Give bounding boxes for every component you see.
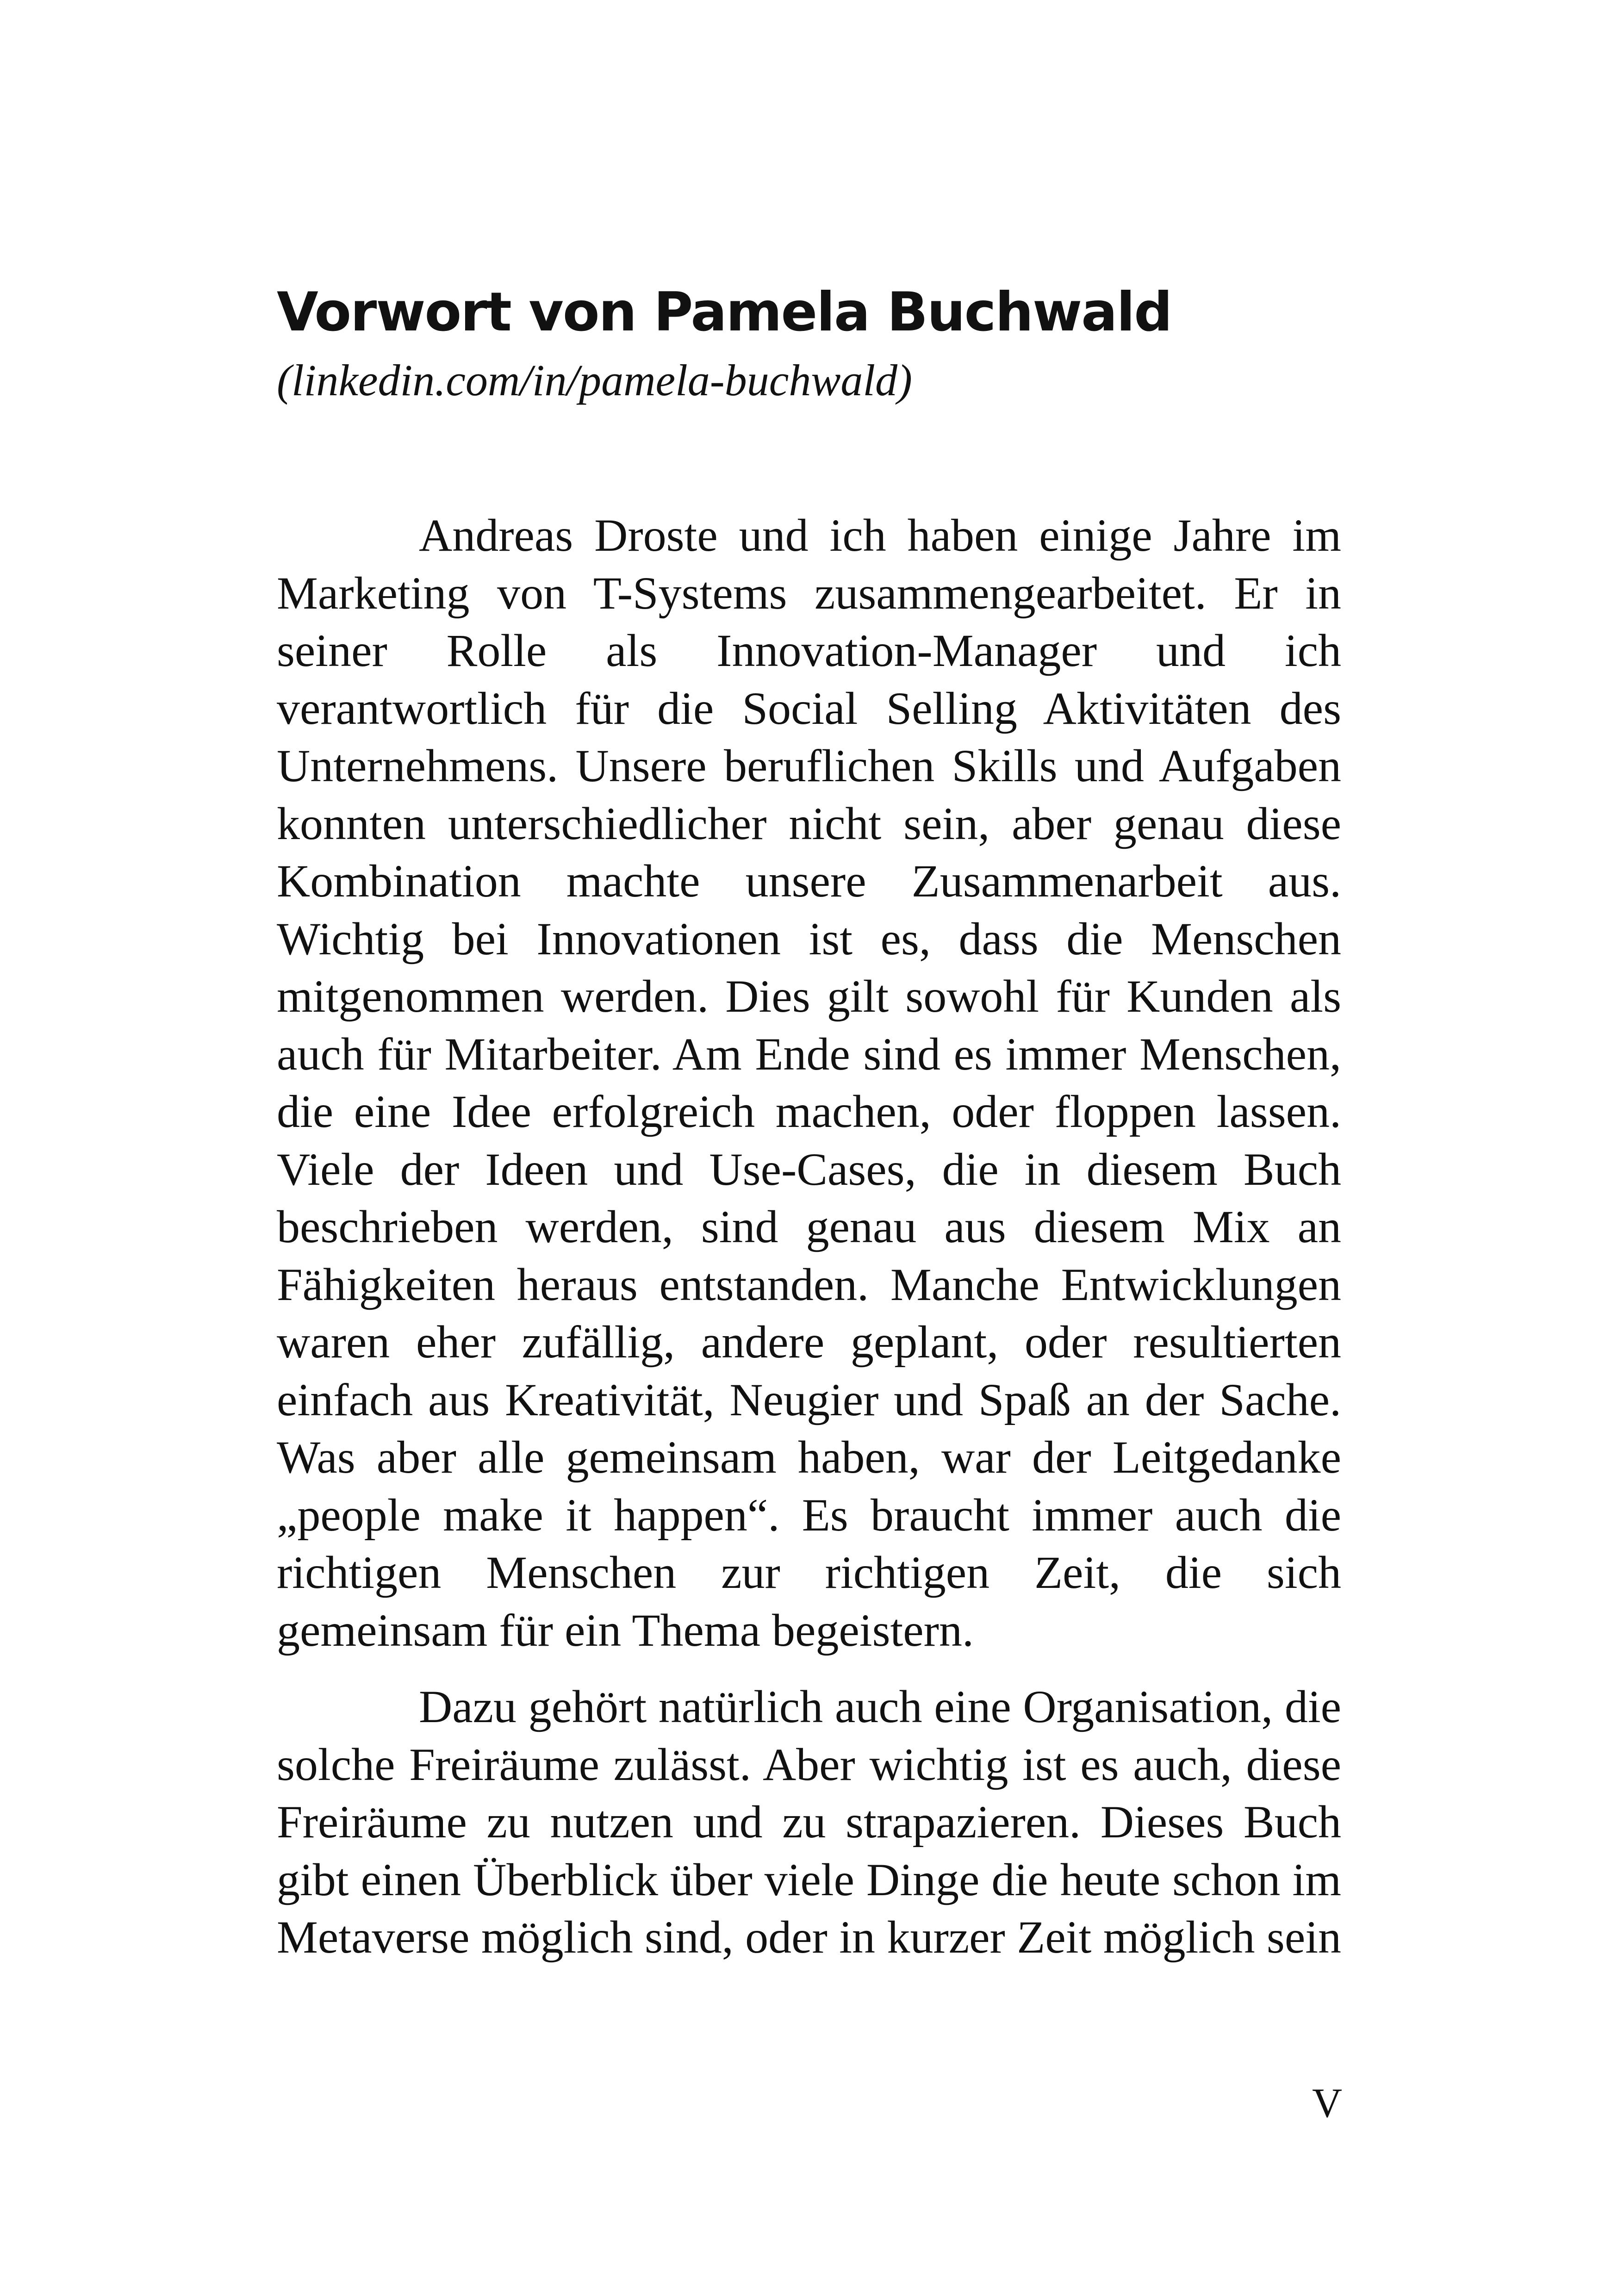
text-line: Fähigkeiten heraus entstanden. Manche Entwicklungen xyxy=(277,1258,1341,1310)
text-line: waren eher zufällig, andere geplant, oder resultierten xyxy=(277,1316,1341,1368)
page-number: V xyxy=(1312,2080,1342,2126)
text-line: solche Freiräume zulässt. Aber wichtig ist es auch, diese xyxy=(277,1738,1341,1790)
text-line: Kombination machte unsere Zusammenarbeit aus. xyxy=(277,855,1341,907)
text-line: Marketing von T-Systems zusammengearbeitet. Er in xyxy=(277,567,1341,619)
paragraph-1 xyxy=(277,507,1341,1659)
text-line: beschrieben werden, sind genau aus diesem Mix an xyxy=(277,1201,1341,1252)
text-line: Metaverse möglich sind, oder in kurzer Zeit möglich sein xyxy=(277,1911,1341,1963)
linkedin-reference: (linkedin.com/in/pamela-buchwald) xyxy=(277,355,913,405)
text-line: Andreas Droste und ich haben einige Jahre im xyxy=(419,510,1341,561)
text-line: Was aber alle gemeinsam haben, war der Leitgedanke xyxy=(277,1431,1341,1483)
text-line: Wichtig bei Innovationen ist es, dass die Menschen xyxy=(277,913,1341,964)
text-line: seiner Rolle als Innovation-Manager und ich xyxy=(277,625,1341,676)
text-line: die eine Idee erfolgreich machen, oder floppen lassen. xyxy=(277,1086,1341,1137)
text-line: verantwortlich für die Social Selling Aktivitäten des xyxy=(277,682,1341,734)
text-line: Unternehmens. Unsere beruflichen Skills und Aufgaben xyxy=(277,740,1341,791)
text-line: „people make it happen“. Es braucht immer auch die xyxy=(277,1489,1341,1541)
text-line: auch für Mitarbeiter. Am Ende sind es immer Menschen, xyxy=(277,1028,1341,1080)
text-line: Freiräume zu nutzen und zu strapazieren. Dieses Buch xyxy=(277,1796,1341,1848)
text-line: konnten unterschiedlicher nicht sein, aber genau diese xyxy=(277,797,1341,849)
text-line: gemeinsam für ein Thema begeistern. xyxy=(277,1604,974,1656)
text-line: Viele der Ideen und Use-Cases, die in diesem Buch xyxy=(277,1143,1341,1195)
text-line: gibt einen Überblick über viele Dinge die heute schon im xyxy=(277,1854,1341,1905)
paragraph-2 xyxy=(277,1678,1341,1966)
chapter-heading: Vorwort von Pamela Buchwald xyxy=(277,281,1172,343)
text-line: einfach aus Kreativität, Neugier und Spaß an der Sache. xyxy=(277,1374,1341,1425)
text-line: richtigen Menschen zur richtigen Zeit, die sich xyxy=(277,1547,1341,1598)
text-line: Dazu gehört natürlich auch eine Organisation, die xyxy=(419,1681,1341,1732)
text-line: mitgenommen werden. Dies gilt sowohl für Kunden als xyxy=(277,971,1341,1022)
